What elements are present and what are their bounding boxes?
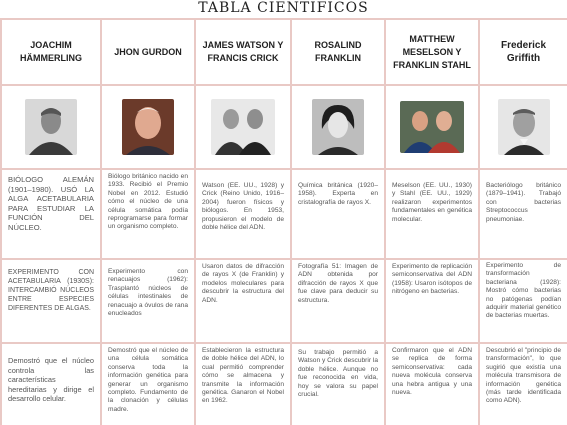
portrait-photo-franklin bbox=[312, 99, 364, 155]
experiment-text: Fotografía 51: Imagen de ADN obtenida por difracción de rayos X que fue clave para deducir su estructura. bbox=[298, 263, 378, 304]
portrait-photo-griffith bbox=[498, 99, 550, 155]
bio-text: Watson (EE. UU., 1928) y Crick (Reino Unido, 1916–2004) fueron físicos y biólogos. En 1953, propusieron el modelo de doble hélice del ADN. bbox=[202, 182, 284, 232]
page-title: TABLA CIENTIFICOS bbox=[198, 0, 369, 16]
bio-text: Bacteriólogo británico (1879–1941). Trabajó con bacterias Streptococcus pneumoniae. bbox=[486, 182, 561, 223]
experiment-cell-franklin bbox=[292, 260, 384, 342]
name-cell-griffith bbox=[480, 20, 567, 84]
photo-cell-watson-crick bbox=[196, 86, 290, 168]
name-cell-gurdon bbox=[102, 20, 194, 84]
contribution-cell-franklin bbox=[292, 344, 384, 425]
scientists-table bbox=[0, 18, 567, 425]
experiment-cell-meselson-stahl bbox=[386, 260, 478, 342]
scientist-name: MATTHEW MESELSON Y FRANKLIN STAHL bbox=[393, 33, 471, 70]
contribution-text: Demostró que el núcleo controla las características hereditarias y dirige el desarrollo celular. bbox=[8, 356, 94, 404]
portrait-photo-gurdon bbox=[122, 99, 174, 155]
bio-cell-hammerling bbox=[2, 170, 100, 258]
scientist-name: ROSALIND FRANKLIN bbox=[314, 40, 362, 63]
contribution-cell-watson-crick bbox=[196, 344, 290, 425]
name-cell-franklin bbox=[292, 20, 384, 84]
contribution-text: Confirmaron que el ADN se replica de forma semiconservativa: cada nueva molécula conserva una hebra antigua y una nueva. bbox=[392, 347, 472, 397]
experiment-cell-gurdon bbox=[102, 260, 194, 342]
experiment-text: Experimento de replicación semiconservativa del ADN (1958): Usaron isótopos de nitrógeno en bacterias. bbox=[392, 263, 472, 296]
contribution-cell-meselson-stahl bbox=[386, 344, 478, 425]
contribution-text: Su trabajo permitió a Watson y Crick descubrir la doble hélice. Aunque no fue reconocida en vida, hoy se valora su papel crucial. bbox=[298, 349, 379, 399]
photo-cell-gurdon bbox=[102, 86, 194, 168]
photo-cell-hammerling bbox=[2, 86, 100, 168]
contribution-text: Establecieron la estructura de doble hélice del ADN, lo cual permitió comprender cómo se almacena y transmite la información genética. Ganaron el Nobel en 1962. bbox=[202, 347, 284, 405]
bio-cell-watson-crick bbox=[196, 170, 290, 258]
experiment-text: Experimento con renacuajos (1962): Trasplantó núcleos de células intestinales de renacuajo a óvulos de rana enucleados bbox=[108, 268, 188, 318]
name-cell-meselson-stahl bbox=[386, 20, 478, 84]
bio-text: BIÓLOGO ALEMÁN (1901–1980). USÓ LA ALGA ACETABULARIA PARA ESTUDIAR LA FUNCIÓN DEL NÚCLEO. bbox=[8, 175, 94, 232]
bio-text: Biólogo británico nacido en 1933. Recibió el Premio Nobel en 2012. Estudió cómo el núcleo de una célula somática podía reprogramarse para formar un organismo completo. bbox=[108, 173, 188, 231]
contribution-text: Descubrió el "principio de transformación", lo que sugirió que existía una molécula transmisora de información genética (más tarde identificada como ADN). bbox=[486, 347, 561, 405]
photo-cell-franklin bbox=[292, 86, 384, 168]
experiment-text: Usaron datos de difracción de rayos X (de Franklin) y modelos moleculares para descubrir la estructura del ADN. bbox=[202, 263, 284, 304]
portrait-photo-hammerling bbox=[25, 99, 77, 155]
experiment-text: Experimento de transformación bacteriana (1928): Mostró cómo bacterias no patógenas podían adquirir material genético de bacterias muertas. bbox=[486, 262, 561, 320]
scientist-name: Frederick Griffith bbox=[500, 40, 547, 64]
name-cell-watson-crick bbox=[196, 20, 290, 84]
contribution-cell-griffith bbox=[480, 344, 567, 425]
bio-cell-meselson-stahl bbox=[386, 170, 478, 258]
experiment-cell-hammerling bbox=[2, 260, 100, 342]
scientist-name: JOACHIM HÄMMERLING bbox=[20, 40, 82, 63]
bio-text: Meselson (EE. UU., 1930) y Stahl (EE. UU., 1929) realizaron experimentos fundamentales en genética molecular. bbox=[392, 182, 472, 223]
contribution-cell-hammerling bbox=[2, 344, 100, 425]
scientist-name: JAMES WATSON Y FRANCIS CRICK bbox=[202, 40, 284, 63]
bio-text: Química británica (1920–1958). Experta en cristalografía de rayos X. bbox=[298, 182, 378, 206]
scientist-name: JHON GURDON bbox=[114, 46, 182, 57]
bio-cell-gurdon bbox=[102, 170, 194, 258]
portrait-photo-watson-crick bbox=[211, 99, 275, 155]
experiment-cell-griffith bbox=[480, 260, 567, 342]
bio-cell-franklin bbox=[292, 170, 384, 258]
contribution-cell-gurdon bbox=[102, 344, 194, 425]
photo-cell-meselson-stahl bbox=[386, 86, 478, 168]
bio-cell-griffith bbox=[480, 170, 567, 258]
experiment-cell-watson-crick bbox=[196, 260, 290, 342]
name-cell-hammerling bbox=[2, 20, 100, 84]
portrait-photo-meselson-stahl bbox=[400, 101, 464, 153]
contribution-text: Demostró que el núcleo de una célula somática conserva toda la información genética para generar un organismo completo. Fundamento de la clonación y células madre. bbox=[108, 347, 188, 413]
experiment-text: EXPERIMENTO CON ACETABULARIA (1930S): INTERCAMBIÓ NÚCLEOS ENTRE ESPECIES DIFERENTES DE ALGAS. bbox=[8, 269, 94, 312]
photo-cell-griffith bbox=[480, 86, 567, 168]
